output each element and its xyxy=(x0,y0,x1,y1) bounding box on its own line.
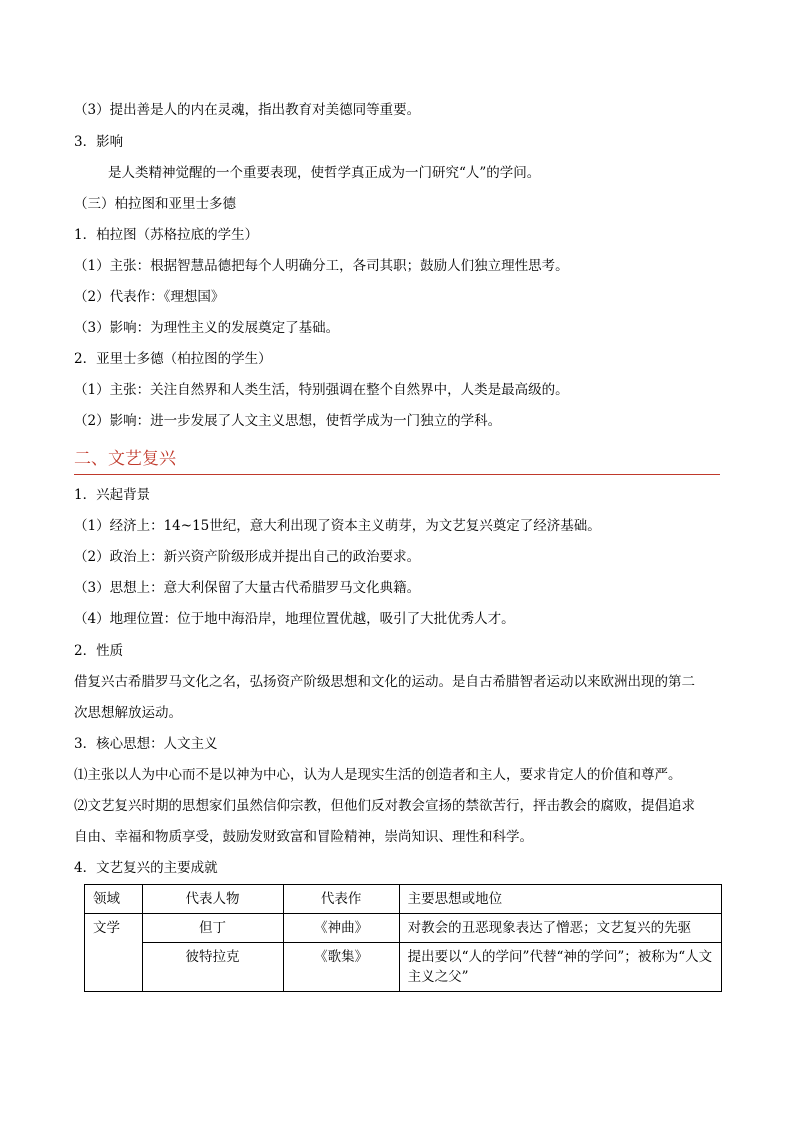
table-header-row xyxy=(85,885,722,914)
header-cell: 领域 xyxy=(85,885,143,914)
text-line: 1．兴起背景 xyxy=(74,487,151,503)
text-line: （1）主张：根据智慧品德把每个人明确分工，各司其职；鼓励人们独立理性思考。 xyxy=(74,258,569,274)
idea-cell: 对教会的丑恶现象表达了憎恶；文艺复兴的先驱 xyxy=(399,914,721,943)
text-line: 4．文艺复兴的主要成就 xyxy=(74,860,218,876)
section-heading: 二、文艺复兴 xyxy=(74,449,176,469)
text-line: 1．柏拉图（苏格拉底的学生） xyxy=(74,227,259,243)
achievements-table xyxy=(84,884,722,992)
text-line: （3）思想上：意大利保留了大量古代希腊罗马文化典籍。 xyxy=(74,580,421,596)
text-line: （1）经济上：14~15世纪，意大利出现了资本主义萌芽，为文艺复兴奠定了经济基础。 xyxy=(74,518,601,534)
text-line: 3．影响 xyxy=(74,134,124,150)
work-cell: 《神曲》 xyxy=(283,914,399,943)
field-cell: 文学 xyxy=(85,914,143,992)
text-line: （三）柏拉图和亚里士多德 xyxy=(74,196,236,212)
header-cell: 主要思想或地位 xyxy=(399,885,721,914)
table-row xyxy=(85,943,722,992)
text-line: （2）政治上：新兴资产阶级形成并提出自己的政治要求。 xyxy=(74,549,421,565)
text-line: 是人类精神觉醒的一个重要表现，使哲学真正成为一门研究“人”的学问。 xyxy=(108,165,541,181)
work-cell: 《歌集》 xyxy=(283,943,399,992)
text-line: 2．亚里士多德（柏拉图的学生） xyxy=(74,351,272,367)
text-line: （1）主张：关注自然界和人类生活，特别强调在整个自然界中，人类是最高级的。 xyxy=(74,382,569,398)
text-line: （3）提出善是人的内在灵魂，指出教育对美德同等重要。 xyxy=(74,102,421,118)
text-line: ⑵文艺复兴时期的思想家们虽然信仰宗教，但他们反对教会宣扬的禁欲苦行，抨击教会的腐败，提倡追求 xyxy=(74,798,695,814)
text-line: ⑴主张以人为中心而不是以神为中心，认为人是现实生活的创造者和主人，要求肯定人的价值和尊严。 xyxy=(74,767,682,783)
text-line: （2）代表作：《理想国》 xyxy=(74,289,225,305)
text-line: 次思想解放运动。 xyxy=(74,705,182,721)
idea-cell: 提出要以“人的学问”代替“神的学问”；被称为“人文主义之父” xyxy=(399,943,721,992)
text-line: 自由、幸福和物质享受，鼓励发财致富和冒险精神，崇尚知识、理性和科学。 xyxy=(74,829,533,845)
heading-divider xyxy=(74,474,720,475)
text-line: 2．性质 xyxy=(74,643,124,659)
header-cell: 代表人物 xyxy=(142,885,283,914)
text-line: 3．核心思想：人文主义 xyxy=(74,736,218,752)
text-line: （3）影响：为理性主义的发展奠定了基础。 xyxy=(74,320,340,336)
person-cell: 但丁 xyxy=(142,914,283,943)
text-line: 借复兴古希腊罗马文化之名，弘扬资产阶级思想和文化的运动。是自古希腊智者运动以来欧洲出现的第二 xyxy=(74,674,695,690)
text-line: （2）影响：进一步发展了人文主义思想，使哲学成为一门独立的学科。 xyxy=(74,413,502,429)
text-line: （4）地理位置：位于地中海沿岸，地理位置优越，吸引了大批优秀人才。 xyxy=(74,611,515,627)
person-cell: 彼特拉克 xyxy=(142,943,283,992)
table-row xyxy=(85,914,722,943)
header-cell: 代表作 xyxy=(283,885,399,914)
